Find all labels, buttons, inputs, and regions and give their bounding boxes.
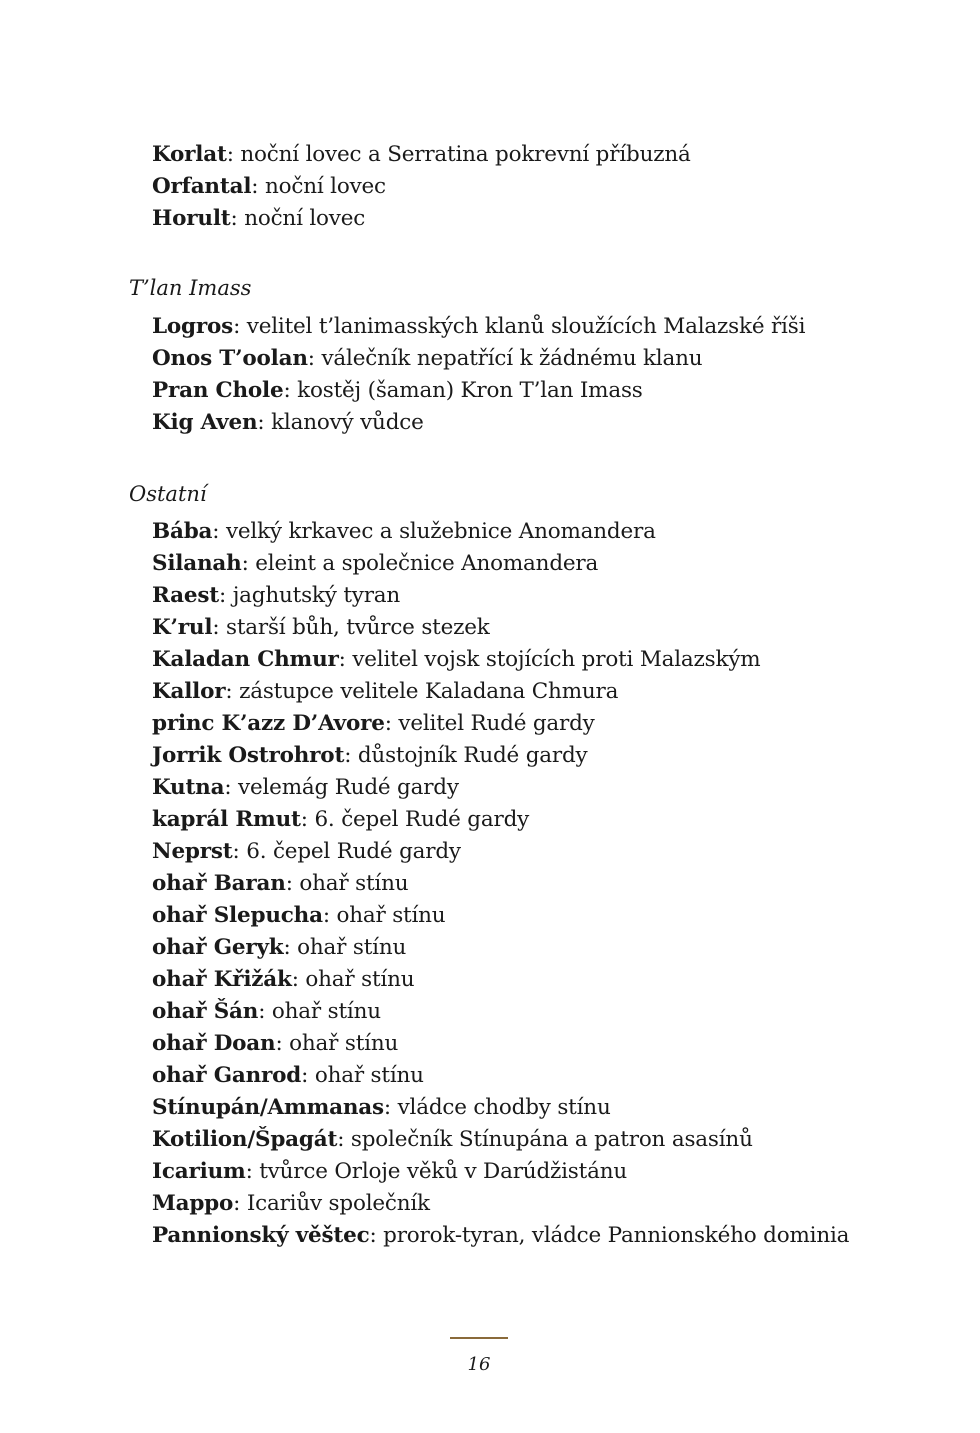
list-item bbox=[152, 1028, 849, 1060]
list-item bbox=[152, 1060, 849, 1092]
character-description: : vládce chodby stínu bbox=[383, 1095, 611, 1120]
character-description: : noční lovec a Serratina pokrevní příbuzná bbox=[226, 142, 691, 167]
character-description: : tvůrce Orloje věků v Darúdžistánu bbox=[245, 1159, 627, 1184]
character-name: Kotilion/Špagát bbox=[152, 1127, 338, 1152]
list-item bbox=[152, 1092, 849, 1124]
character-name: Kallor bbox=[152, 679, 226, 704]
list-item bbox=[152, 868, 849, 900]
character-name: ohař Doan bbox=[152, 1031, 276, 1056]
character-name: Kig Aven bbox=[152, 410, 258, 435]
list-item bbox=[152, 171, 691, 203]
character-name: ohař Šán bbox=[152, 999, 259, 1024]
character-name: Pran Chole bbox=[152, 378, 284, 403]
list-item bbox=[152, 612, 849, 644]
character-name: Kaladan Chmur bbox=[152, 647, 339, 672]
list-item bbox=[152, 644, 849, 676]
character-description: : velitel Rudé gardy bbox=[384, 711, 595, 736]
character-name: Silanah bbox=[152, 551, 242, 576]
character-description: : prorok-tyran, vládce Pannionského dominia bbox=[369, 1223, 850, 1248]
list-item bbox=[152, 836, 849, 868]
character-description: : kostěj (šaman) Kron T’lan Imass bbox=[283, 378, 643, 403]
list-item bbox=[152, 343, 805, 375]
character-description: : noční lovec bbox=[230, 206, 366, 231]
character-description: : důstojník Rudé gardy bbox=[344, 743, 588, 768]
character-description: : ohař stínu bbox=[301, 1063, 424, 1088]
character-description: : starší bůh, tvůrce stezek bbox=[212, 615, 490, 640]
character-name: Orfantal bbox=[152, 174, 252, 199]
list-item bbox=[152, 932, 849, 964]
list-item bbox=[152, 1124, 849, 1156]
list-item bbox=[152, 676, 849, 708]
character-description: : ohař stínu bbox=[283, 935, 407, 960]
list-item bbox=[152, 375, 805, 407]
character-name: Pannionský věštec bbox=[152, 1223, 370, 1248]
character-list-ostatni bbox=[152, 516, 849, 1252]
list-item bbox=[152, 1156, 849, 1188]
character-description: : Icariův společník bbox=[233, 1191, 430, 1216]
list-item bbox=[152, 804, 849, 836]
character-description: : velitel vojsk stojících proti Malazským bbox=[338, 647, 761, 672]
character-description: : velký krkavec a služebnice Anomandera bbox=[212, 519, 656, 544]
character-name: ohař Ganrod bbox=[152, 1063, 302, 1088]
list-item bbox=[152, 1220, 849, 1252]
character-description: : velemág Rudé gardy bbox=[224, 775, 459, 800]
list-item bbox=[152, 548, 849, 580]
character-description: : 6. čepel Rudé gardy bbox=[300, 807, 530, 832]
footer-rule bbox=[450, 1337, 508, 1339]
character-name: Stínupán/Ammanas bbox=[152, 1095, 384, 1120]
character-name: ohař Slepucha bbox=[152, 903, 323, 928]
character-name: Icarium bbox=[152, 1159, 246, 1184]
character-description: : eleint a společnice Anomandera bbox=[241, 551, 599, 576]
list-item bbox=[152, 1188, 849, 1220]
character-description: : ohař stínu bbox=[258, 999, 381, 1024]
list-item bbox=[152, 139, 691, 171]
character-description: : válečník nepatřící k žádnému klanu bbox=[307, 346, 703, 371]
character-name: Kutna bbox=[152, 775, 225, 800]
character-name: kaprál Rmut bbox=[152, 807, 301, 832]
character-list-continued bbox=[152, 139, 691, 235]
character-description: : ohař stínu bbox=[291, 967, 415, 992]
character-name: Horult bbox=[152, 206, 231, 231]
character-name: Mappo bbox=[152, 1191, 234, 1216]
list-item bbox=[152, 203, 691, 235]
character-name: Logros bbox=[152, 314, 234, 339]
character-name: ohař Baran bbox=[152, 871, 286, 896]
character-description: : 6. čepel Rudé gardy bbox=[232, 839, 461, 864]
character-name: Jorrik Ostrohrot bbox=[152, 743, 345, 768]
character-description: : ohař stínu bbox=[275, 1031, 399, 1056]
list-item bbox=[152, 772, 849, 804]
character-name: Korlat bbox=[152, 142, 227, 167]
section-heading-tlan-imass: T’lan Imass bbox=[129, 276, 252, 300]
list-item bbox=[152, 311, 805, 343]
list-item bbox=[152, 516, 849, 548]
character-name: Onos T’oolan bbox=[152, 346, 308, 371]
page-number: 16 bbox=[467, 1354, 491, 1375]
character-name: ohař Geryk bbox=[152, 935, 284, 960]
list-item bbox=[152, 900, 849, 932]
character-description: : ohař stínu bbox=[285, 871, 409, 896]
list-item bbox=[152, 996, 849, 1028]
character-description: : velitel t’lanimasských klanů sloužících Malazské říši bbox=[233, 314, 806, 339]
list-item bbox=[152, 740, 849, 772]
character-description: : klanový vůdce bbox=[257, 410, 424, 435]
character-description: : zástupce velitele Kaladana Chmura bbox=[225, 679, 619, 704]
section-heading-ostatni: Ostatní bbox=[129, 482, 207, 506]
character-name: Raest bbox=[152, 583, 220, 608]
character-list-tlan-imass bbox=[152, 311, 805, 439]
character-name: princ K’azz D’Avore bbox=[152, 711, 385, 736]
character-description: : ohař stínu bbox=[322, 903, 446, 928]
list-item bbox=[152, 964, 849, 996]
list-item bbox=[152, 407, 805, 439]
character-name: K’rul bbox=[152, 615, 213, 640]
list-item bbox=[152, 580, 849, 612]
character-name: Neprst bbox=[152, 839, 233, 864]
character-name: ohař Křižák bbox=[152, 967, 292, 992]
character-description: : noční lovec bbox=[251, 174, 386, 199]
character-name: Bába bbox=[152, 519, 213, 544]
character-description: : společník Stínupána a patron asasínů bbox=[337, 1127, 753, 1152]
list-item bbox=[152, 708, 849, 740]
character-description: : jaghutský tyran bbox=[219, 583, 401, 608]
